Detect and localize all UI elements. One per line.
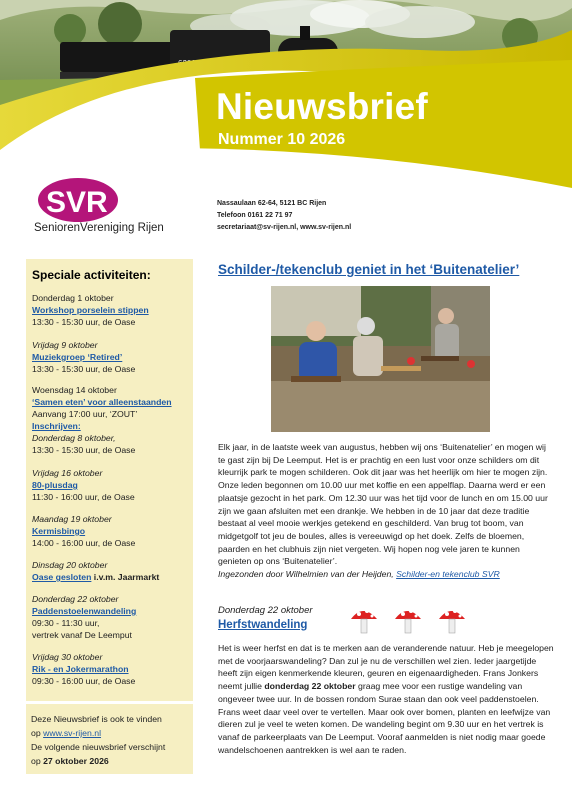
newsletter-number: Nummer 10 2026 <box>218 131 346 148</box>
event-date: Vrijdag 30 oktober <box>32 652 103 662</box>
email-web-line: secretariaat@sv-rijen.nl, www.sv-rijen.nl <box>217 224 352 231</box>
event-date: Woensdag 14 oktober <box>32 385 117 395</box>
footer-line: Deze Nieuwsbrief is ook te vinden <box>31 714 162 724</box>
event-time: 11:30 - 16:00 uur, de Oase <box>32 492 135 502</box>
event-item <box>32 651 192 687</box>
event-date: Dinsdag 20 oktober <box>32 560 108 570</box>
club-link[interactable]: Schilder-en tekenclub SVR <box>396 569 500 580</box>
event-time: 09:30 - 16:00 uur, de Oase <box>32 676 136 686</box>
phone-line: Telefoon 0161 22 71 97 <box>217 212 293 219</box>
organisation-name: SeniorenVereniging Rijen <box>34 222 164 234</box>
svg-text:SVR: SVR <box>46 186 108 219</box>
special-activities-sidebar <box>26 259 193 774</box>
event-date: Vrijdag 16 oktober <box>32 468 103 478</box>
event-date: Maandag 19 oktober <box>32 514 112 524</box>
mushroom-icon <box>439 609 465 633</box>
article-body-walk <box>218 642 554 756</box>
event-item <box>32 559 192 583</box>
event-signup-link[interactable]: Inschrijven: <box>32 421 81 431</box>
website-link[interactable]: www.sv-rijen.nl <box>43 728 102 738</box>
mushrooms-decoration <box>347 601 479 637</box>
event-date: Vrijdag 9 oktober <box>32 340 98 350</box>
article-title-atelier: Schilder-/tekenclub geniet in het ‘Buitenatelier’ <box>218 262 520 277</box>
contact-address <box>217 198 351 234</box>
event-time: 13:30 - 15:30 uur, de Oase <box>32 364 136 374</box>
footer-prefix: op <box>31 756 44 766</box>
event-time: 13:30 - 15:30 uur, de Oase <box>32 317 136 327</box>
event-link[interactable]: ‘Samen eten’ voor alleenstaanden <box>32 397 172 407</box>
event-link[interactable]: Kermisbingo <box>32 526 86 536</box>
event-item <box>32 339 192 375</box>
event-note: i.v.m. Jaarmarkt <box>91 572 160 582</box>
painting-club-photo <box>271 286 490 432</box>
event-time: Aanvang 17:00 uur, ‘ZOUT’ <box>32 409 138 419</box>
event-link[interactable]: Oase gesloten <box>32 572 92 582</box>
event-item <box>32 292 192 328</box>
header-banner <box>0 0 572 190</box>
newsletter-title: Nieuwsbrief <box>216 86 428 127</box>
article-text: Elk jaar, in de laatste week van augustus, hebben wij ons ‘Buitenatelier’ en mogen wij te gast zijn bij De Leemput. Het is er prachtig en een lust voor onze schilders om dit kleurrijk park te mogen schilderen. Ook dit jaar was het heerlijk om hier te mogen zijn. Onze leden begonnen om 10.00 uur met koffie en een appelflap. Daarna werd er een plaatsje gezocht in het park. Om 12.30 uur was het tijd voor de lunch en om 15.00 uur zijn we gaan afsluiten met een drankje. We hebben in de 10 jaar dat deze traditie bestaat al veel mooie werkjes getekend en geschilderd. Van brug tot boom, van midgetgolf tot jeu de boules, alles is vereeuwigd op het doek. Zelfs de bloemen, paarden en het clubhuis zijn niet vergeten. Wij hopen nog vele jaren te kunnen genieten op ons ‘Buitenatelier’. <box>218 442 548 567</box>
event-item <box>32 384 192 456</box>
address-line: Nassaulaan 62-64, 5121 BC Rijen <box>217 200 327 207</box>
article-body-atelier <box>218 441 554 581</box>
sidebar-footer <box>26 704 193 774</box>
event-date: Donderdag 22 oktober <box>32 594 119 604</box>
mushroom-icon <box>395 609 421 633</box>
event-date: Donderdag 1 oktober <box>32 293 114 303</box>
article-text: Het is weer herfst en dat is te merken aan de veranderende natuur. Heb je meegelopen met de voorjaarswandeling? Dan zul je nu de verschillen wel zien. Ieder jaargetijde heeft zijn eigen kenmerkende kleuren, geuren en eigenaardigheden. Frans Jonkers neemt jullie <box>218 643 554 692</box>
event-link[interactable]: Muziekgroep ‘Retired’ <box>32 352 123 362</box>
next-issue-date: 27 oktober 2026 <box>43 756 109 766</box>
article-text: graag mee voor een rustige wandeling van ongeveer twee uur. In de bossen rondom Surae staan dan ook veel paddenstoelen. Frans weet daar veel over te vertellen. Maar ook over bomen, planten en leefwijze van dieren zul je veel te weten komen. De wandeling begint om 9.30 uur en het vertrek is vanaf de parkeerplaats van De Leemput. Vooraf aanmelden is niet nodig maar goede wandelschoenen aantrekken is wel aan te raden. <box>218 681 551 755</box>
event-link[interactable]: 80-plusdag <box>32 480 78 490</box>
event-link[interactable]: Rik - en Jokermarathon <box>32 664 129 674</box>
event-departure: vertrek vanaf De Leemput <box>32 630 132 640</box>
event-link[interactable]: Workshop porselein stippen <box>32 305 149 315</box>
event-time: 09:30 - 11:30 uur, <box>32 618 100 628</box>
event-signup-time: 13:30 - 15:30 uur, de Oase <box>32 445 136 455</box>
event-item <box>32 513 192 549</box>
footer-line: De volgende nieuwsbrief verschijnt <box>31 742 166 752</box>
article-title-walk: Herfstwandeling <box>218 619 308 631</box>
event-item <box>32 467 192 503</box>
walk-date-bold: donderdag 22 oktober <box>264 681 356 692</box>
event-time: 14:00 - 16:00 uur, de Oase <box>32 538 136 548</box>
event-item <box>32 593 192 641</box>
sidebar-title: Speciale activiteiten: <box>32 268 151 282</box>
mushroom-icon <box>351 609 377 633</box>
signature-text: Ingezonden door Wilhelmien van der Heijden, <box>218 569 397 580</box>
article-signature <box>218 568 554 581</box>
event-signup-date: Donderdag 8 oktober, <box>32 433 116 443</box>
article-date-walk: Donderdag 22 oktober <box>218 605 313 616</box>
event-link[interactable]: Paddenstoelenwandeling <box>32 606 137 616</box>
footer-prefix: op <box>31 728 44 738</box>
